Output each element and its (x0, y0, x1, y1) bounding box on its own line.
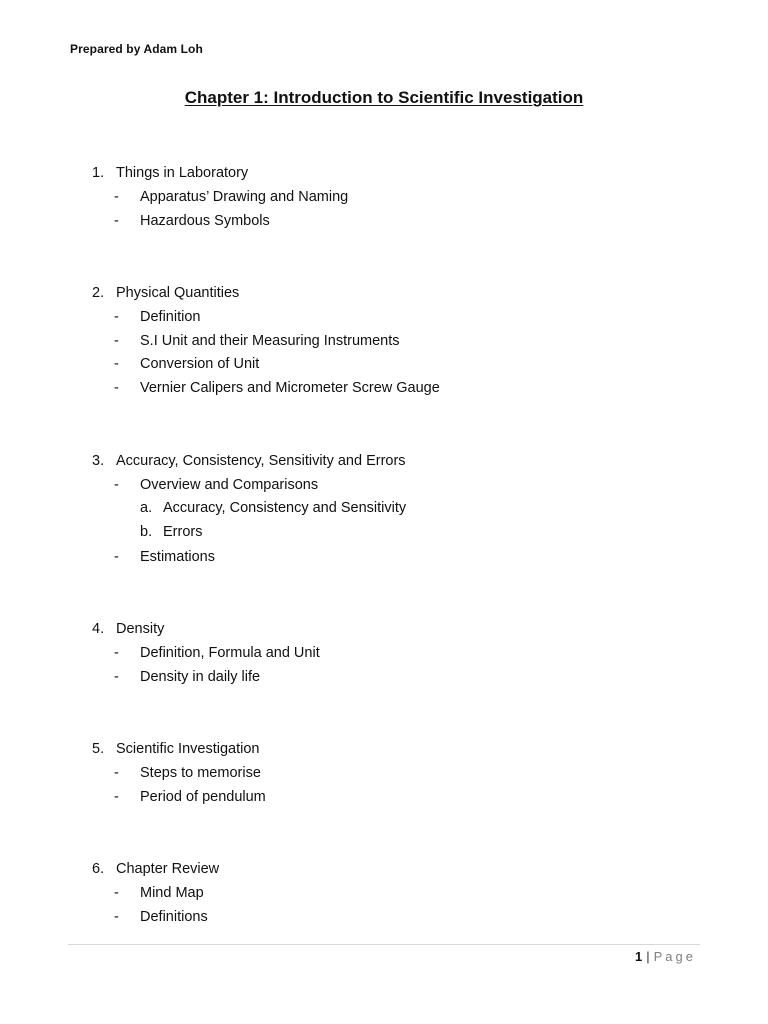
dash-marker: - (114, 477, 119, 493)
list-item-label: Steps to memorise (140, 765, 261, 781)
list-item-label: Hazardous Symbols (140, 213, 270, 229)
section-number: 2. (92, 285, 105, 301)
list-item-label: S.I Unit and their Measuring Instruments (140, 333, 400, 349)
list-item (114, 644, 320, 662)
dash-marker: - (114, 380, 119, 396)
page-number: 1 (635, 949, 643, 964)
section-label: Things in Laboratory (116, 165, 249, 181)
section-label: Accuracy, Consistency, Sensitivity and Errors (116, 453, 406, 469)
list-item (114, 668, 260, 686)
footer-divider (68, 944, 700, 945)
dash-marker: - (114, 669, 119, 685)
dash-marker: - (114, 356, 119, 372)
list-item-label: Definition, Formula and Unit (140, 645, 320, 661)
section-label: Physical Quantities (116, 285, 240, 301)
list-item-label: Period of pendulum (140, 789, 266, 805)
sub-list-item-label: Errors (163, 524, 203, 540)
section-number: 1. (92, 165, 105, 181)
dash-marker: - (114, 885, 119, 901)
list-item-label: Overview and Comparisons (140, 477, 319, 493)
sub-list-item (140, 499, 406, 517)
sub-list-item-label: Accuracy, Consistency and Sensitivity (163, 500, 407, 516)
list-item (114, 884, 204, 902)
dash-marker: - (114, 549, 119, 565)
list-item-label: Definitions (140, 909, 208, 925)
list-item-label: Mind Map (140, 885, 204, 901)
section-label: Chapter Review (116, 861, 220, 877)
section-number: 5. (92, 741, 105, 757)
section-number: 4. (92, 621, 105, 637)
list-item (114, 188, 348, 206)
page-footer (635, 949, 696, 964)
list-item-label: Density in daily life (140, 669, 261, 685)
list-item (114, 332, 400, 350)
list-item-label: Vernier Calipers and Micrometer Screw Gauge (140, 380, 440, 396)
dash-marker: - (114, 189, 119, 205)
section-label: Density (116, 621, 165, 637)
sub-list-item (140, 523, 202, 541)
section-2-heading (92, 284, 239, 302)
list-item (114, 548, 215, 566)
page-word: Page (653, 949, 696, 964)
list-item-label: Conversion of Unit (140, 356, 260, 372)
list-item (114, 212, 270, 230)
alpha-marker: a. (140, 500, 153, 516)
dash-marker: - (114, 645, 119, 661)
list-item-label: Estimations (140, 549, 215, 565)
dash-marker: - (114, 765, 119, 781)
page-title: Chapter 1: Introduction to Scientific Investigation (184, 88, 584, 107)
list-item (114, 788, 266, 806)
section-label: Scientific Investigation (116, 741, 260, 757)
list-item (114, 908, 208, 926)
list-item (114, 308, 200, 326)
list-item (114, 764, 261, 782)
section-6-heading (92, 860, 219, 878)
section-4-heading (92, 620, 164, 638)
list-item (114, 379, 440, 397)
list-item (114, 476, 318, 494)
section-5-heading (92, 740, 259, 758)
dash-marker: - (114, 909, 119, 925)
section-number: 3. (92, 453, 105, 469)
dash-marker: - (114, 333, 119, 349)
list-item-label: Definition (140, 309, 201, 325)
list-item (114, 355, 259, 373)
dash-marker: - (114, 309, 119, 325)
section-number: 6. (92, 861, 105, 877)
list-item-label: Apparatus’ Drawing and Naming (140, 189, 349, 205)
section-3-heading (92, 452, 406, 470)
dash-marker: - (114, 789, 119, 805)
section-1-heading (92, 164, 248, 182)
alpha-marker: b. (140, 524, 153, 540)
footer-separator: | (646, 949, 650, 964)
dash-marker: - (114, 213, 119, 229)
header-prepared-by: Prepared by Adam Loh (70, 42, 203, 56)
